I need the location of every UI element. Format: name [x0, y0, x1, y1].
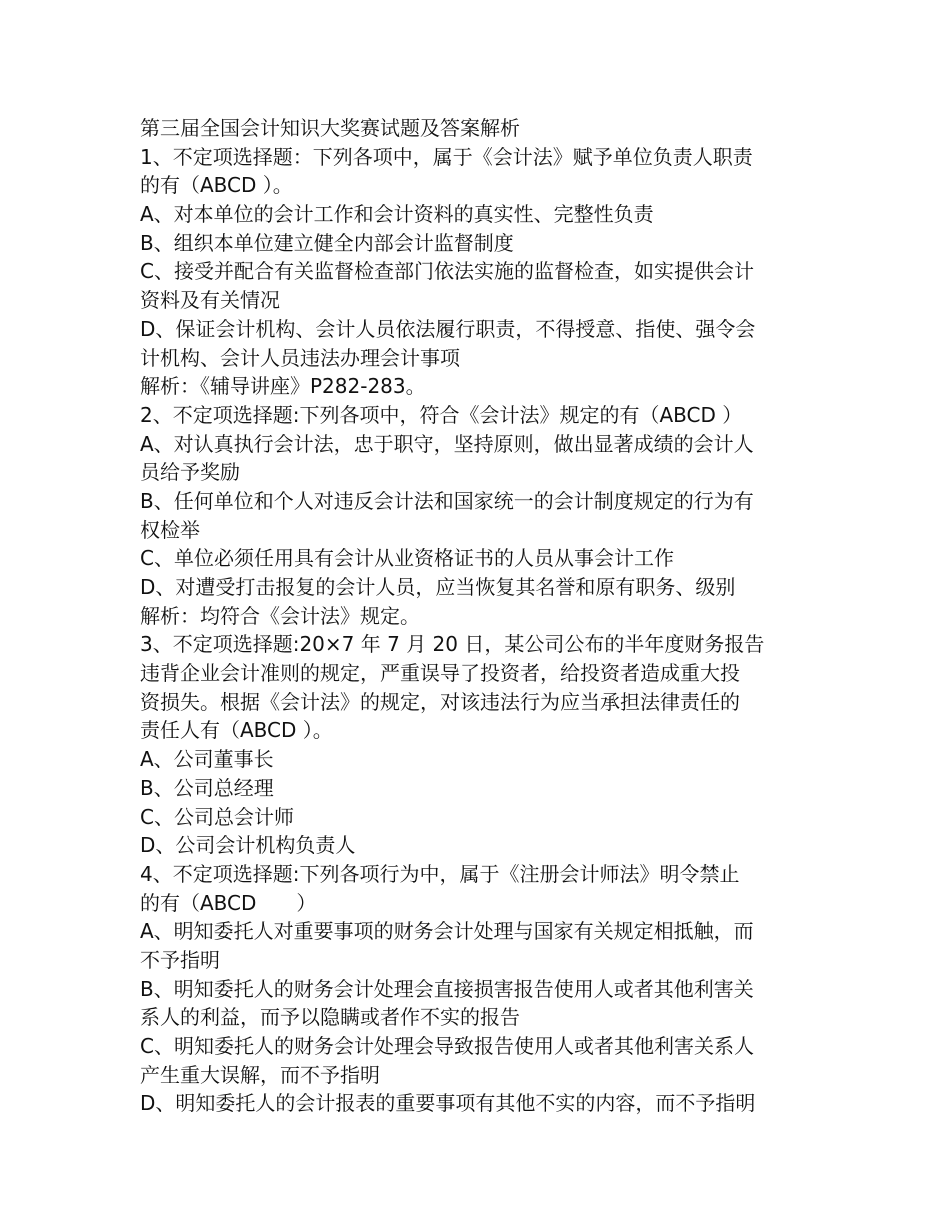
q2-option-d: D、对遭受打击报复的会计人员，应当恢复其名誉和原有职务、级别 [140, 575, 736, 599]
q2-option-c: C、单位必须任用具有会计从业资格证书的人员从事会计工作 [140, 546, 674, 571]
q1-option-a: A、对本单位的会计工作和会计资料的真实性、完整性负责 [140, 202, 654, 227]
q1-option-c-line-2: 资料及有关情况 [140, 288, 280, 313]
q3-stem-line-4: 责任人有（ABCD ）。 [140, 718, 333, 743]
q4-option-b-line-2: 系人的利益，而予以隐瞒或者作不实的报告 [140, 1005, 520, 1030]
q4-stem-line-2: 的有（ABCD ） [140, 890, 317, 915]
q3-stem-line-1: 3、不定项选择题:20×7 年 7 月 20 日，某公司公布的半年度财务报告 [140, 632, 765, 657]
q2-option-b-line-2: 权检举 [140, 517, 200, 542]
q3-stem-line-2: 违背企业会计准则的规定，严重误导了投资者，给投资者造成重大投 [140, 661, 740, 686]
q1-option-d-line-2: 计机构、会计人员违法办理会计事项 [140, 345, 460, 370]
q1-stem-line-1: 1、不定项选择题：下列各项中，属于《会计法》赋予单位负责人职责 [140, 144, 753, 169]
q2-option-a-line-1: A、对认真执行会计法，忠于职守，坚持原则，做出显著成绩的会计人 [140, 431, 754, 456]
q4-option-c-line-1: C、明知委托人的财务会计处理会导致报告使用人或者其他利害关系人 [140, 1034, 754, 1058]
q4-option-a-line-1: A、明知委托人对重要事项的财务会计处理与国家有关规定相抵触，而 [140, 919, 754, 944]
q3-option-a: A、公司董事长 [140, 747, 274, 772]
q1-option-d-line-1: D、保证会计机构、会计人员依法履行职责，不得授意、指使、强令会 [140, 316, 756, 341]
q4-option-d: D、明知委托人的会计报表的重要事项有其他不实的内容，而不予指明 [140, 1091, 756, 1116]
document-body [140, 114, 830, 1118]
q3-option-b: B、公司总经理 [140, 775, 274, 800]
q4-option-c-line-2: 产生重大误解，而不予指明 [140, 1062, 380, 1087]
q4-option-b-line-1: B、明知委托人的财务会计处理会直接损害报告使用人或者其他利害关 [140, 976, 754, 1001]
q4-option-a-line-2: 不予指明 [140, 947, 220, 972]
q4-stem-line-1: 4、不定项选择题:下列各项行为中，属于《注册会计师法》明令禁止 [140, 861, 740, 886]
document-title: 第三届全国会计知识大奖赛试题及答案解析 [140, 116, 520, 140]
q1-option-b: B、组织本单位建立健全内部会计监督制度 [140, 230, 514, 255]
q3-stem-line-3: 资损失。根据《会计法》的规定，对该违法行为应当承担法律责任的 [140, 689, 740, 714]
q3-option-c: C、公司总会计师 [140, 804, 294, 829]
q1-option-c-line-1: C、接受并配合有关监督检查部门依法实施的监督检查，如实提供会计 [140, 259, 754, 284]
q2-explanation: 解析：均符合《会计法》规定。 [140, 603, 420, 628]
q2-stem: 2、不定项选择题:下列各项中，符合《会计法》规定的有（ABCD ） [140, 402, 743, 427]
q2-option-a-line-2: 员给予奖励 [140, 460, 240, 485]
q2-option-b-line-1: B、任何单位和个人对违反会计法和国家统一的会计制度规定的行为有 [140, 488, 754, 513]
q1-stem-line-2: 的有（ABCD ）。 [140, 173, 293, 198]
q3-option-d: D、公司会计机构负责人 [140, 833, 356, 858]
q1-explanation: 解析：《辅导讲座》P282-283。 [140, 374, 426, 399]
